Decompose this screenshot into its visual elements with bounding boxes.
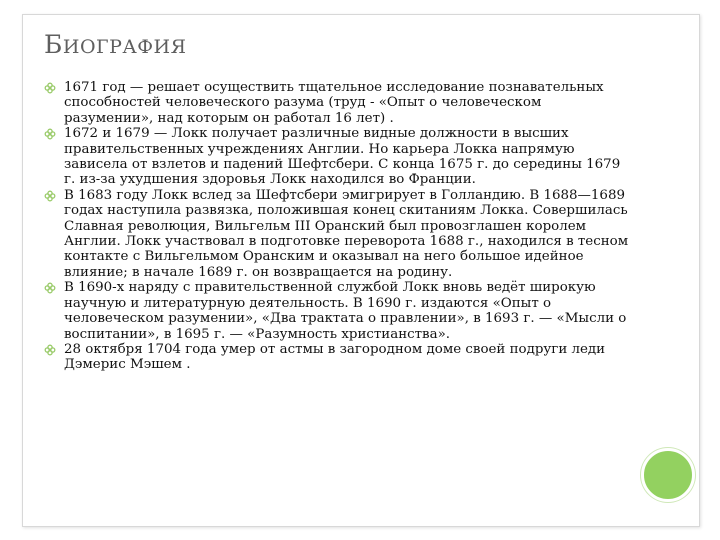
bullet-text: 28 октября 1704 года умер от астмы в загородном доме своей подруги леди Дэмерис Мэшем . (64, 341, 606, 373)
bullet-text: 1671 год — решает осуществить тщательное исследование познавательных способностей человеческого разума (труд - «Опыт о человеческом разумении», над которым он работал 16 лет) . (64, 80, 604, 126)
bullet-text: В 1683 году Локк вслед за Шефтсбери эмигрирует в Голландию. В 1688—1689 годах наступила развязка, положившая конец скитаниям Локка. Совершилась Славная революция, Вильгельм III Оранский был провозглашен королем Англии. Локк участвовал в подготовке переворота 1688 г., находился в тесном контакте с Вильгельмом Оранским и оказывал на него большое идейное влияние; в начале 1689 г. он возвращается на родину. (64, 187, 629, 280)
bullet-item (44, 280, 634, 342)
bullet-item (44, 342, 634, 373)
bullet-icon (44, 128, 56, 140)
bullet-icon (44, 190, 56, 202)
bullet-item (44, 188, 634, 280)
bullet-icon (44, 344, 56, 356)
bullet-text: В 1690-х наряду с правительственной службой Локк вновь ведёт широкую научную и литературную деятельность. В 1690 г. издаются «Опыт о человеческом разумении», «Два трактата о правлении», в 1693 г. — «Мысли о воспитании», в 1695 г. — «Разумность христианства». (64, 280, 627, 342)
bullet-icon (44, 82, 56, 94)
bullet-icon (44, 282, 56, 294)
bullet-list (44, 80, 634, 373)
green-circle-decoration (641, 448, 695, 502)
bullet-text: 1672 и 1679 — Локк получает различные видные должности в высших правительственных учреждениях Англии. Но карьера Локка напрямую зависела от взлетов и падений Шефтсбери. С конца 1675 г. до середины 1679 г. из-за ухудшения здоровья Локк находился во Франции. (64, 126, 621, 188)
bullet-item (44, 80, 634, 126)
title-initial: Б (44, 30, 63, 59)
title-rest: ИОГРАФИЯ (62, 36, 187, 58)
slide-title (44, 30, 186, 59)
bullet-item (44, 126, 634, 188)
